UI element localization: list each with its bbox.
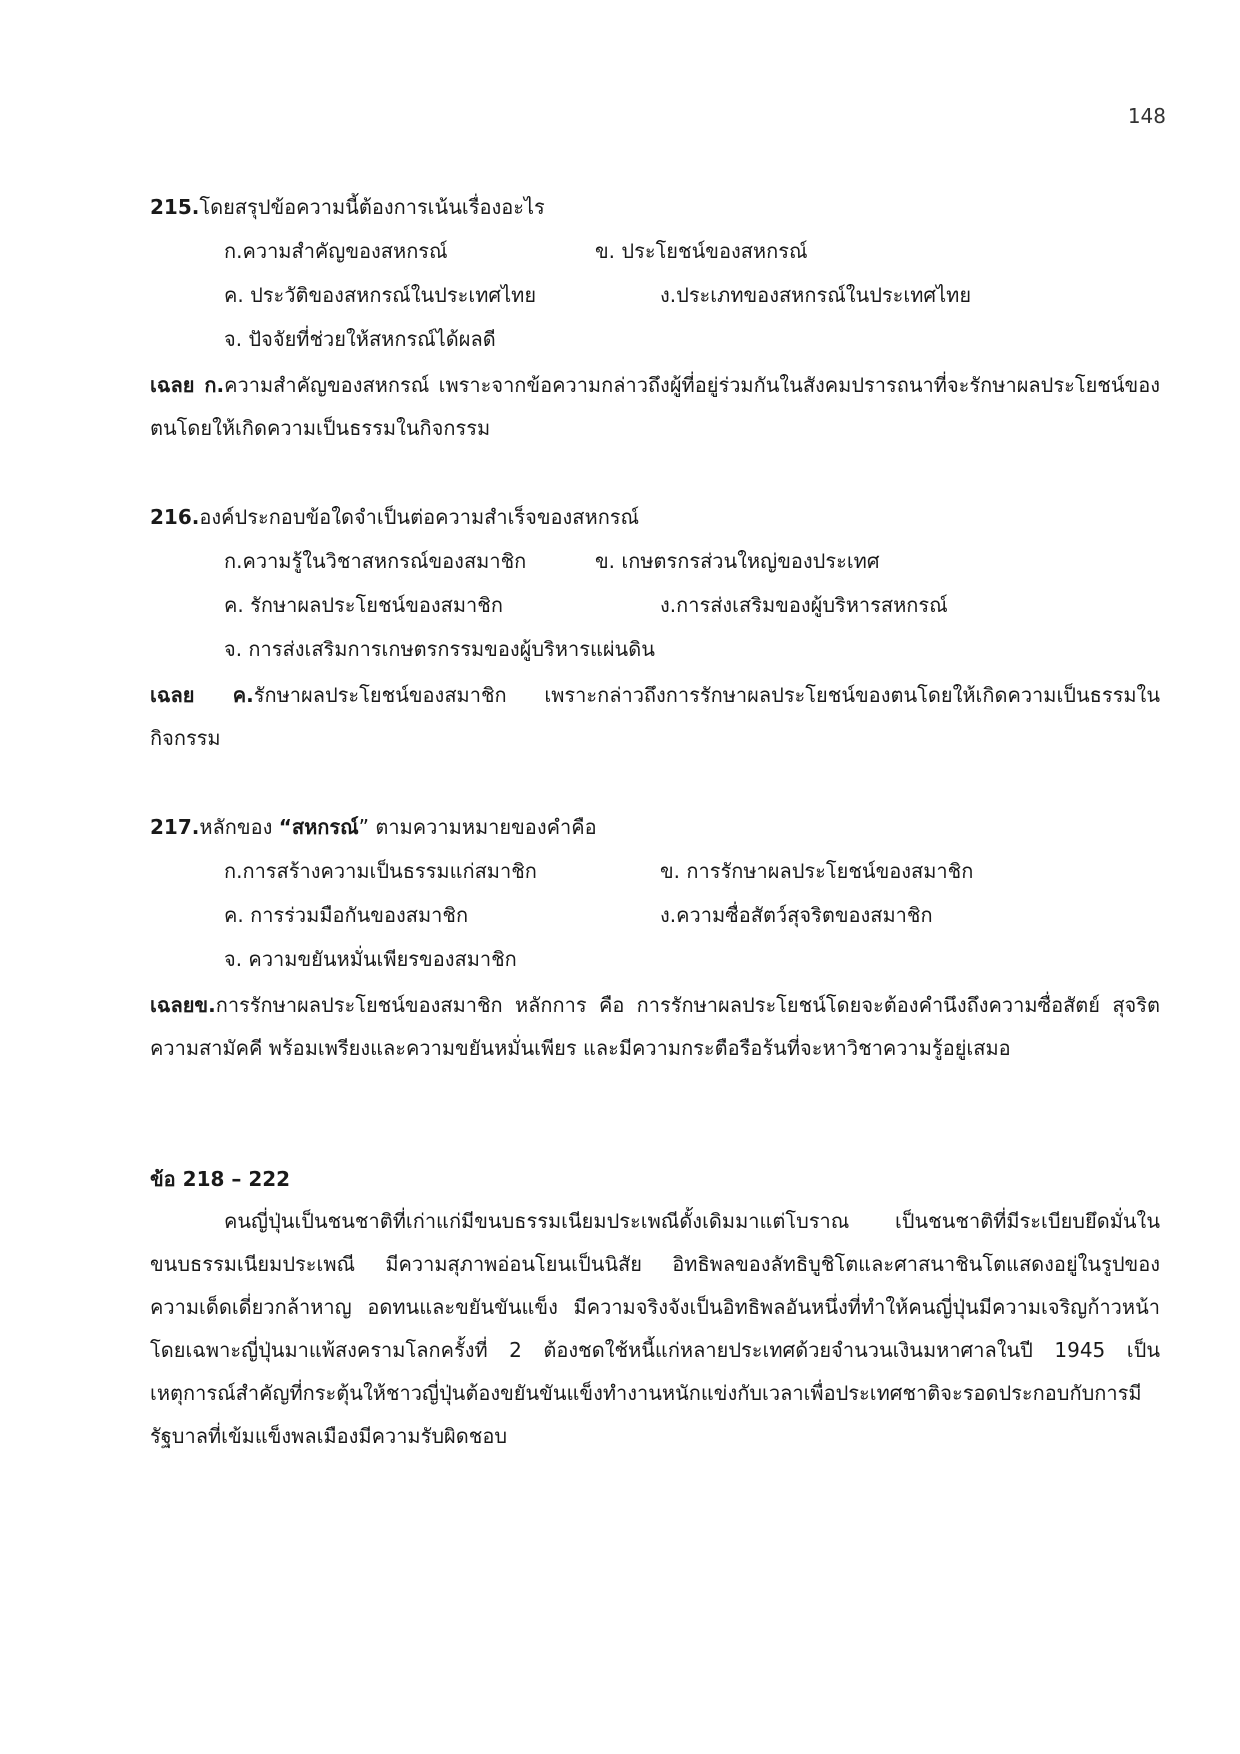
page-number: 148 [1127,104,1166,128]
question-keyword: “สหกรณ์ [278,815,359,839]
choice-d: ง.การส่งเสริมของผู้บริหารสหกรณ์ [660,593,948,617]
answer-label: เฉลย ค. [150,683,254,707]
choice-c: ค. การร่วมมือกันของสมาชิก [224,903,469,927]
choice-c: ค. รักษาผลประโยชน์ของสมาชิก [224,593,503,617]
question-text: องค์ประกอบข้อใดจำเป็นต่อความสำเร็จของสหกรณ์ [199,505,640,529]
question-216 [150,504,639,530]
choice-b: ข. เกษตรกรส่วนใหญ่ของประเทศ [595,549,880,573]
choice-e: จ. ปัจจัยที่ช่วยให้สหกรณ์ได้ผลดี [224,327,496,351]
choice-d: ง.ประเภทของสหกรณ์ในประเทศไทย [660,283,972,307]
section-heading: ข้อ 218 – 222 [150,1167,291,1191]
choice-c: ค. ประวัติของสหกรณ์ในประเทศไทย [224,283,537,307]
question-215 [150,194,545,220]
answer-text: การรักษาผลประโยชน์ของสมาชิก หลักการ คือ การรักษาผลประโยชน์โดยจะต้องคำนึงถึงความซื่อสัตย์ สุจริต ความสามัคคี พร้อมเพรียงและความขยันหมั่นเพียร และมีความกระตือรือร้นที่จะหาวิชาความรู้อยู่เสมอ [150,993,1160,1060]
answer-215 [150,364,1160,450]
choice-e: จ. การส่งเสริมการเกษตรกรรมของผู้บริหารแผ่นดิน [224,637,655,661]
question-text-end: ” ตามความหมายของคำคือ [358,815,597,839]
question-number: 216. [150,505,200,529]
question-text: โดยสรุปข้อความนี้ต้องการเน้นเรื่องอะไร [199,195,545,219]
choice-b: ข. ประโยชน์ของสหกรณ์ [595,239,808,263]
answer-217 [150,984,1160,1070]
question-number: 217. [150,815,200,839]
answer-text: รักษาผลประโยชน์ของสมาชิก เพราะกล่าวถึงการรักษาผลประโยชน์ของตนโดยให้เกิดความเป็นธรรมในกิจกรรม [150,683,1160,750]
choice-b: ข. การรักษาผลประโยชน์ของสมาชิก [660,859,974,883]
choice-e: จ. ความขยันหมั่นเพียรของสมาชิก [224,947,517,971]
answer-text: ความสำคัญของสหกรณ์ เพราะจากข้อความกล่าวถึงผู้ที่อยู่ร่วมกันในสังคมปรารถนาที่จะรักษาผลประโยชน์ของตนโดยให้เกิดความเป็นธรรมในกิจกรรม [150,373,1161,440]
choice-d: ง.ความซื่อสัตว์สุจริตของสมาชิก [660,903,933,927]
choice-a: ก.ความรู้ในวิชาสหกรณ์ของสมาชิก [224,549,527,573]
answer-label: เฉลย ก. [150,373,225,397]
question-217 [150,814,597,840]
answer-216 [150,674,1160,760]
answer-label: เฉลยข. [150,993,216,1017]
question-number: 215. [150,195,200,219]
passage: คนญี่ปุ่นเป็นชนชาติที่เก่าแก่มีขนบธรรมเนียมประเพณีดั้งเดิมมาแต่โบราณ เป็นชนชาติที่มีระเบียบยึดมั่นในขนบธรรมเนียมประเพณี มีความสุภาพอ่อนโยนเป็นนิสัย อิทธิพลของลัทธิบูชิโตและศาสนาชินโตแสดงอยู่ในรูปของความเด็ดเดี่ยวกล้าหาญ อดทนและขยันขันแข็ง มีความจริงจังเป็นอิทธิพลอันหนึ่งที่ทำให้คนญี่ปุ่นมีความเจริญก้าวหน้า โดยเฉพาะญี่ปุ่นมาแพ้สงครามโลกครั้งที่ 2 ต้องชดใช้หนี้แก่หลายประเทศด้วยจำนวนเงินมหาศาลในปี 1945 เป็นเหตุการณ์สำคัญที่กระตุ้นให้ชาวญี่ปุ่นต้องขยันขันแข็งทำงานหนักแข่งกับเวลาเพื่อประเทศชาติจะรอดประกอบกับการมีรัฐบาลที่เข้มแข็งพลเมืองมีความรับผิดชอบ [150,1209,1160,1448]
choice-a: ก.ความสำคัญของสหกรณ์ [224,239,448,263]
question-text: หลักของ [199,815,279,839]
choice-a: ก.การสร้างความเป็นธรรมแก่สมาชิก [224,859,537,883]
